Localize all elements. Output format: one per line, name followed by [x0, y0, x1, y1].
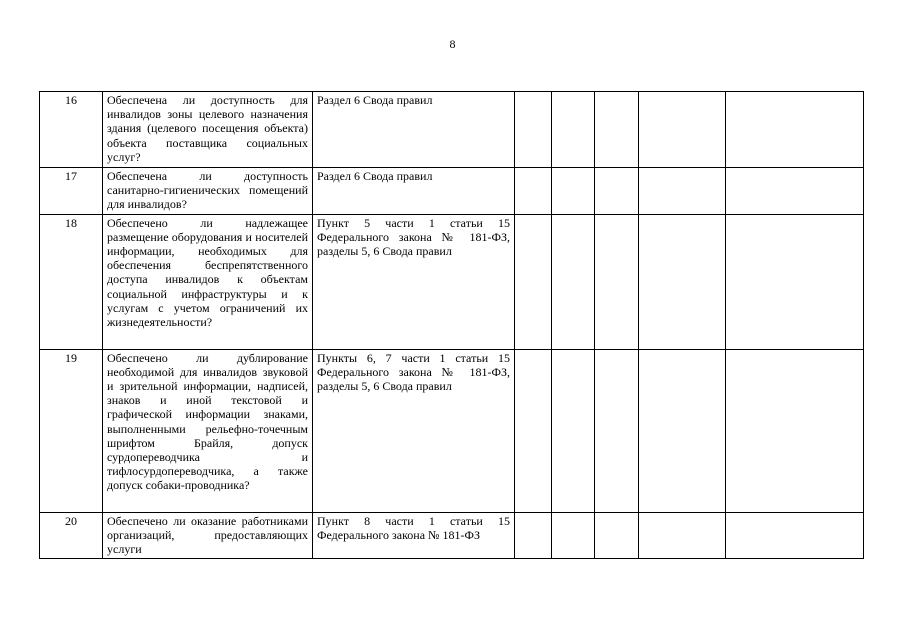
answer-no-cell[interactable] [552, 168, 595, 215]
row-number: 18 [40, 214, 103, 349]
reference-cell: Раздел 6 Свода правил [313, 168, 515, 215]
table-row [40, 92, 864, 168]
row-number: 20 [40, 512, 103, 559]
answer-no-cell[interactable] [552, 214, 595, 349]
answer-yes-cell[interactable] [515, 349, 552, 512]
reference-cell: Пункт 5 части 1 статьи 15 Федерального закона № 181-ФЗ, разделы 5, 6 Свода правил [313, 214, 515, 349]
answer-no-cell[interactable] [552, 92, 595, 168]
row-number: 16 [40, 92, 103, 168]
question-cell: Обеспечена ли доступность санитарно-гигиенических помещений для инвалидов? [103, 168, 313, 215]
requisites-cell[interactable] [639, 512, 726, 559]
notes-cell[interactable] [726, 214, 864, 349]
row-number: 19 [40, 349, 103, 512]
answer-yes-cell[interactable] [515, 214, 552, 349]
question-cell: Обеспечена ли доступность для инвалидов зоны целевого назначения здания (целевого посещения объекта) объекта поставщика социальных услуг? [103, 92, 313, 168]
reference-cell: Пункт 8 части 1 статьи 15 Федерального закона № 181-ФЗ [313, 512, 515, 559]
requisites-cell[interactable] [639, 92, 726, 168]
table-row [40, 168, 864, 215]
requisites-cell[interactable] [639, 349, 726, 512]
answer-na-cell[interactable] [595, 168, 639, 215]
table-row [40, 512, 864, 559]
answer-yes-cell[interactable] [515, 92, 552, 168]
question-cell: Обеспечено ли оказание работниками организаций, предоставляющих услуги [103, 512, 313, 559]
checklist-table [39, 91, 864, 559]
row-number: 17 [40, 168, 103, 215]
table-row [40, 349, 864, 512]
question-cell: Обеспечено ли надлежащее размещение оборудования и носителей информации, необходимых для обеспечения беспрепятственного доступа инвалидов к объектам социальной инфраструктуры и к услугам с учетом ограничений их жизнедеятельности? [103, 214, 313, 349]
notes-cell[interactable] [726, 349, 864, 512]
reference-cell: Раздел 6 Свода правил [313, 92, 515, 168]
notes-cell[interactable] [726, 168, 864, 215]
page-number: 8 [449, 37, 456, 51]
answer-na-cell[interactable] [595, 92, 639, 168]
answer-yes-cell[interactable] [515, 512, 552, 559]
requisites-cell[interactable] [639, 214, 726, 349]
requisites-cell[interactable] [639, 168, 726, 215]
answer-yes-cell[interactable] [515, 168, 552, 215]
notes-cell[interactable] [726, 512, 864, 559]
reference-cell: Пункты 6, 7 части 1 статьи 15 Федерального закона № 181-ФЗ, разделы 5, 6 Свода правил [313, 349, 515, 512]
answer-na-cell[interactable] [595, 349, 639, 512]
answer-na-cell[interactable] [595, 512, 639, 559]
answer-no-cell[interactable] [552, 349, 595, 512]
question-cell: Обеспечено ли дублирование необходимой для инвалидов звуковой и зрительной информации, надписей, знаков и иной текстовой и графической информации знаками, выполненными рельефно-точечным шрифтом Брайля, допуск сурдопереводчика и тифлосурдопереводчика, а также допуск собаки-проводника? [103, 349, 313, 512]
answer-no-cell[interactable] [552, 512, 595, 559]
notes-cell[interactable] [726, 92, 864, 168]
table-row [40, 214, 864, 349]
answer-na-cell[interactable] [595, 214, 639, 349]
